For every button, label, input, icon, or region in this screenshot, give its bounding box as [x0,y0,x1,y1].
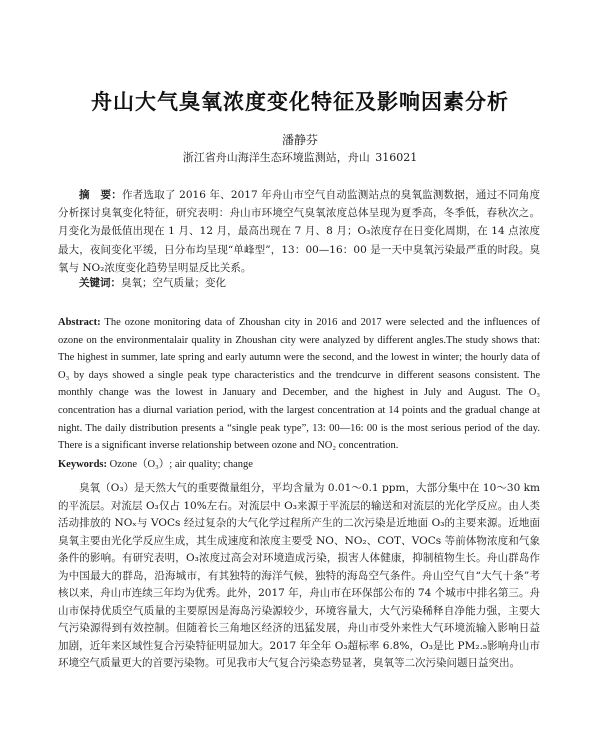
body-paragraph: 臭氧（O₃）是天然大气的重要微量组分，平均含量为 0.01～0.1 ppm，大部分集中在 10～30 km 的平流层。对流层 O₃仅占 10%左右。对流层中 O₃来源于平流层的输送和对流层的光化学反应。由人类活动排放的 NOₓ与 VOCs 经过复杂的大气化学过程所产生的二次污染是近地面 O₃的主要来源。近地面臭氧主要由光化学反应生成，其生成速度和浓度主要受 NO、NO₂、COT、VOCs 等前体物浓度和气象条件的影响。有研究表明，O₃浓度过高会对环境造成污染，损害人体健康，抑制植物生长。舟山群岛作为中国最大的群岛，沿海城市，有其独特的海洋气候，独特的海岛空气条件。舟山空气自“大气十条”考核以来，舟山市连续三年均为优秀。此外，2017 年，舟山市在环保部公布的 74 个城市中排名第三。舟山市保持优质空气质量的主要原因是海岛污染源较少，环境容量大，大气污染稀释自净能力强，主要大气污染源得到有效控制。但随着长三角地区经济的迅猛发展，舟山市受外来性大气环境流输入影响日益加剧，近年来区域性复合污染特征明显加大。2017 年全年 O₃超标率 6.8%，O₃是比 PM₂.₅影响舟山市环境空气质量更大的首要污染物。可见我市大气复合污染态势显著，臭氧等二次污染问题日益突出。 [58,482,540,669]
abstract-cn-text: 作者选取了 2016 年、2017 年舟山市空气自动监测站点的臭氧监测数据，通过不同角度分析探讨臭氧变化特征，研究表明：舟山市环境空气臭氧浓度总体呈现为夏季高，冬季低，春秋次之。月变化为最低值出现在 1 月、12 月，最高出现在 7 月、8 月；O₃浓度存在日变化周期，在 14 点浓度最大，夜间变化平缓，日分布均呈现“单峰型”，13：00—16：00 是一天中臭氧污染最严重的时段。臭氧与 NO₂浓度变化趋势呈明显反比关系。 [58,189,540,274]
paper-title: 舟山大气臭氧浓度变化特征及影响因素分析 [91,90,509,114]
author-affiliation: 浙江省舟山海洋生态环境监测站，舟山 316021 [182,151,418,164]
author-name: 潘静芬 [281,133,318,147]
keywords-en-text: Ozone（O₃）; air quality; change [107,459,253,470]
abstract-en-label: Abstract: [58,317,101,328]
keywords-cn [58,274,540,292]
keywords-en-label: Keywords: [58,459,107,470]
abstract-en-text: The ozone monitoring data of Zhoushan city in 2016 and 2017 were selected and the influences of ozone on the environmentalair quality in Zhoushan city were analyzed by different angles.The study shows that: The highest in summer, late spring and early autumn were the second, and the lowest in winter; the hourly data of O₃ by days showed a single peak type characteristics and the trendcurve in different seasons consistent. The monthly change was the lowest in January and December, and the highest in July and August. The O₃ concentration has a diurnal variation period, with the largest concentration at 14 points and the gradual change at night. The daily distribution presents a “single peak type”, 13: 00—16: 00 is the most serious period of the day. There is a significant inverse relationship between ozone and NO₂ concentration. [58,317,540,452]
abstract-cn-label: 摘 要： [79,189,122,201]
keywords-cn-text: 臭氧；空气质量；变化 [121,277,226,289]
keywords-en [58,456,540,474]
abstract-en [58,314,540,455]
keywords-cn-label: 关键词： [79,277,121,289]
abstract-cn [58,186,540,277]
